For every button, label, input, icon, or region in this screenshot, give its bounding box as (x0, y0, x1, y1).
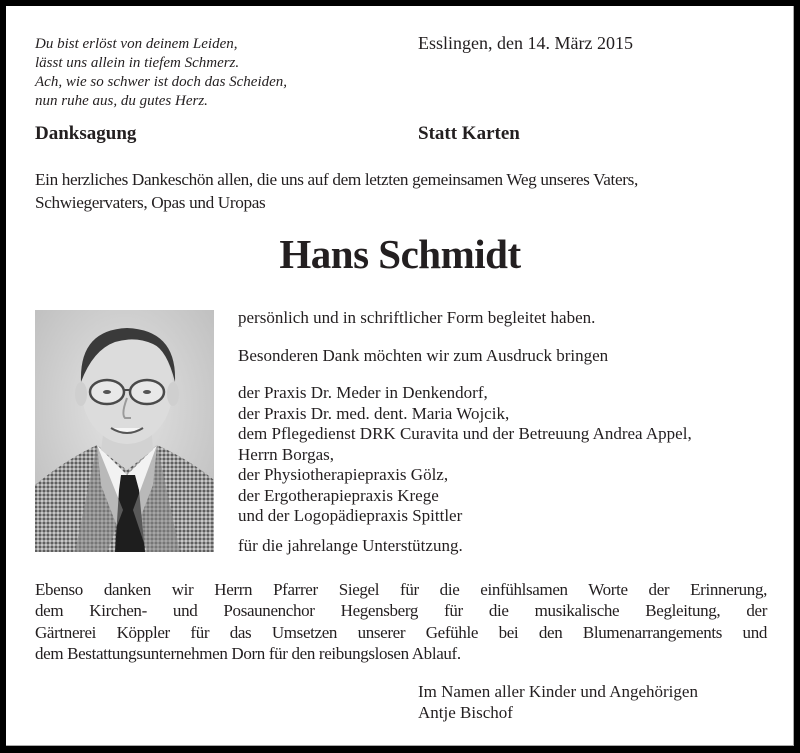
poem-line: Ach, wie so schwer ist doch das Scheiden, (35, 74, 288, 90)
poem-line: Du bist erlöst von deinem Leiden, (35, 36, 238, 52)
recipient-item: dem Pflegedienst DRK Curavita und der Betreuung Andrea Appel, (238, 424, 692, 443)
recipients-list (238, 383, 692, 527)
intro-line: Ein herzliches Dankeschön allen, die uns auf dem letzten gemeinsamen Weg unseres Vaters, (35, 170, 638, 189)
heading-statt-karten: Statt Karten (418, 123, 520, 144)
outro-line: dem Bestattungsunternehmen Dorn für den reibungslosen Ablauf. (35, 643, 461, 663)
outro-line: dem Kirchen- und Posaunenchor Hegensberg für die musikalische Begleitung, der (35, 601, 767, 621)
heading-danksagung: Danksagung (35, 123, 137, 144)
signature-name: Antje Bischof (418, 702, 513, 722)
place-date: Esslingen, den 14. März 2015 (418, 33, 633, 53)
continuation-text: persönlich und in schriftlicher Form begleitet haben. (238, 308, 596, 327)
further-thanks (35, 579, 767, 664)
portrait-photo-icon (35, 310, 214, 552)
recipient-item: und der Logopädiepraxis Spittler (238, 506, 463, 525)
poem-line: nun ruhe aus, du gutes Herz. (35, 93, 208, 109)
poem-line: lässt uns allein in tiefem Schmerz. (35, 55, 240, 71)
deceased-name: Hans Schmidt (279, 231, 521, 277)
intro-text (35, 168, 638, 214)
special-thanks-intro: Besonderen Dank möchten wir zum Ausdruck bringen (238, 346, 609, 365)
recipient-item: der Physiotherapiepraxis Gölz, (238, 465, 449, 484)
memorial-poem (35, 35, 287, 111)
obituary-notice (6, 6, 794, 746)
signature-line: Im Namen aller Kinder und Angehörigen (418, 682, 698, 701)
closing-text: für die jahrelange Unterstützung. (238, 536, 463, 555)
intro-line: Schwiegervaters, Opas und Uropas (35, 193, 266, 212)
recipient-item: Herrn Borgas, (238, 444, 334, 464)
recipient-item: der Praxis Dr. med. dent. Maria Wojcik, (238, 403, 510, 423)
outro-line: Gärtnerei Köppler für das Umsetzen unserer Gefühle bei den Blumenarrangements und (35, 622, 767, 642)
recipient-item: der Praxis Dr. Meder in Denkendorf, (238, 383, 488, 402)
recipient-item: der Ergotherapiepraxis Krege (238, 485, 439, 505)
outro-line: Ebenso danken wir Herrn Pfarrer Siegel für die einfühlsamen Worte der Erinnerung, (35, 580, 767, 599)
signature-block (418, 682, 698, 723)
